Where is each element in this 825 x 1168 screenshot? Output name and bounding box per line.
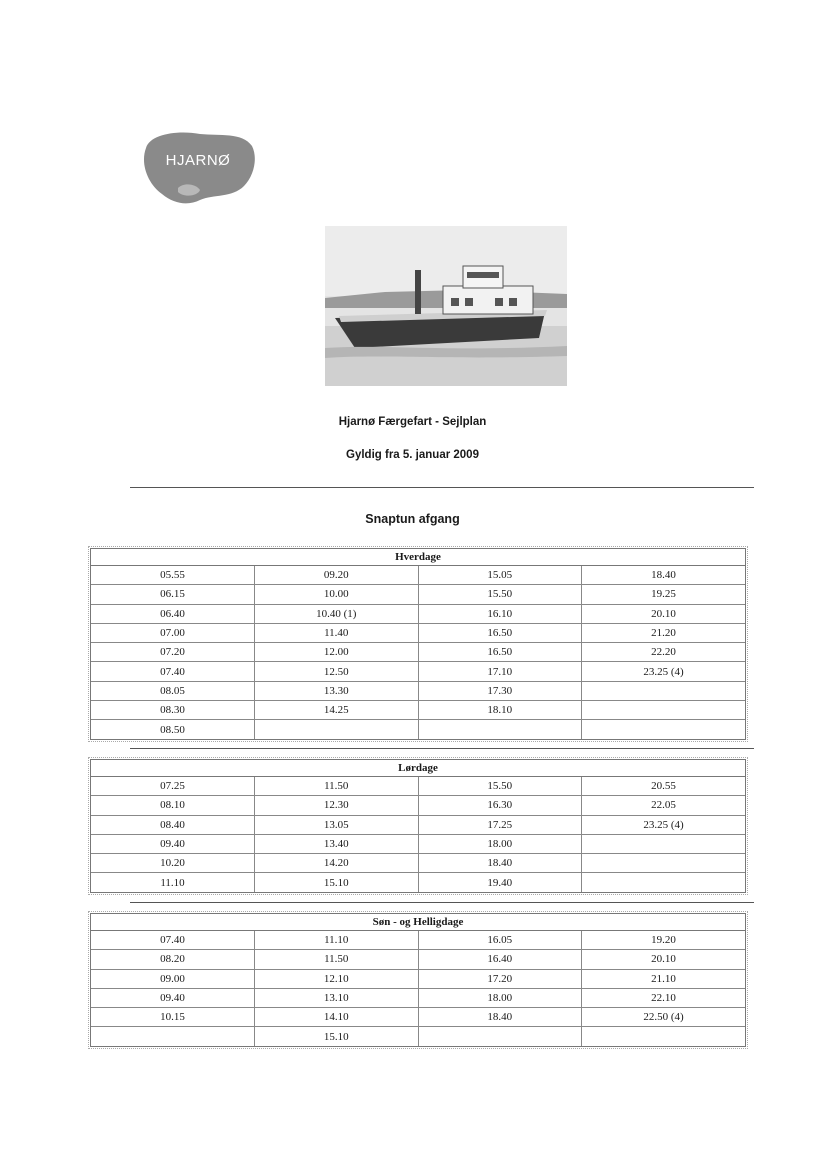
table-row (91, 834, 745, 853)
weekday-schedule (90, 548, 746, 740)
time-cell: 13.10 (255, 988, 419, 1007)
table-row (91, 701, 745, 720)
time-cell: 15.50 (418, 585, 582, 604)
time-cell: 16.40 (418, 950, 582, 969)
time-cell: 22.20 (582, 643, 746, 662)
time-cell: 11.50 (255, 950, 419, 969)
time-cell: 07.25 (91, 777, 255, 796)
time-cell: 12.30 (255, 796, 419, 815)
table-row (91, 950, 745, 969)
table-row (91, 662, 745, 681)
time-cell: 14.20 (255, 854, 419, 873)
time-cell: 21.20 (582, 623, 746, 642)
time-cell: 13.40 (255, 834, 419, 853)
island-shape-icon (138, 128, 258, 210)
sunday-heading: Søn - og Helligdage (91, 914, 745, 931)
time-cell: 09.40 (91, 988, 255, 1007)
time-cell: 12.10 (255, 969, 419, 988)
time-cell: 20.10 (582, 950, 746, 969)
divider (130, 487, 754, 488)
time-cell (582, 854, 746, 873)
table-row (91, 681, 745, 700)
table-row (91, 854, 745, 873)
time-cell: 21.10 (582, 969, 746, 988)
time-cell: 16.50 (418, 623, 582, 642)
time-cell: 18.00 (418, 834, 582, 853)
time-cell: 10.15 (91, 1008, 255, 1027)
divider (130, 748, 754, 749)
time-cell: 08.05 (91, 681, 255, 700)
ferry-photo (325, 226, 567, 386)
time-cell: 16.10 (418, 604, 582, 623)
saturday-schedule (90, 759, 746, 893)
time-cell (582, 834, 746, 853)
time-cell: 08.20 (91, 950, 255, 969)
time-cell (582, 701, 746, 720)
table-row (91, 777, 745, 796)
time-cell: 09.20 (255, 566, 419, 585)
table-row (91, 585, 745, 604)
table-row (91, 796, 745, 815)
time-cell: 10.20 (91, 854, 255, 873)
time-cell (582, 720, 746, 739)
time-cell: 23.25 (4) (582, 815, 746, 834)
time-cell (418, 720, 582, 739)
time-cell: 15.10 (255, 1027, 419, 1046)
time-cell: 18.40 (418, 854, 582, 873)
time-cell (255, 720, 419, 739)
time-cell: 19.40 (418, 873, 582, 892)
time-cell: 19.25 (582, 585, 746, 604)
time-cell: 06.40 (91, 604, 255, 623)
time-cell (582, 873, 746, 892)
time-cell (582, 681, 746, 700)
table-row (91, 988, 745, 1007)
time-cell: 09.00 (91, 969, 255, 988)
time-cell: 17.10 (418, 662, 582, 681)
time-cell (418, 1027, 582, 1046)
time-cell: 16.30 (418, 796, 582, 815)
time-cell: 18.00 (418, 988, 582, 1007)
time-cell: 14.10 (255, 1008, 419, 1027)
time-cell: 05.55 (91, 566, 255, 585)
valid-from: Gyldig fra 5. januar 2009 (346, 449, 479, 461)
time-cell: 09.40 (91, 834, 255, 853)
time-cell: 12.00 (255, 643, 419, 662)
table-row (91, 720, 745, 739)
section-heading: Snaptun afgang (365, 512, 460, 526)
table-row (91, 873, 745, 892)
table-row (91, 931, 745, 950)
time-cell: 15.50 (418, 777, 582, 796)
time-cell: 18.10 (418, 701, 582, 720)
time-cell (91, 1027, 255, 1046)
table-row (91, 969, 745, 988)
logo-text: HJARNØ (165, 152, 231, 169)
time-cell: 11.10 (255, 931, 419, 950)
time-cell: 22.10 (582, 988, 746, 1007)
time-cell: 20.55 (582, 777, 746, 796)
time-cell: 20.10 (582, 604, 746, 623)
time-cell: 22.05 (582, 796, 746, 815)
time-cell: 16.50 (418, 643, 582, 662)
table-row (91, 643, 745, 662)
time-cell: 07.20 (91, 643, 255, 662)
table-row (91, 566, 745, 585)
time-cell: 13.05 (255, 815, 419, 834)
time-cell: 17.30 (418, 681, 582, 700)
time-cell: 14.25 (255, 701, 419, 720)
time-cell: 13.30 (255, 681, 419, 700)
time-cell: 11.10 (91, 873, 255, 892)
time-cell: 17.25 (418, 815, 582, 834)
weekday-heading: Hverdage (91, 549, 745, 566)
time-cell: 15.05 (418, 566, 582, 585)
time-cell: 10.40 (1) (255, 604, 419, 623)
time-cell: 08.10 (91, 796, 255, 815)
time-cell: 17.20 (418, 969, 582, 988)
time-cell: 19.20 (582, 931, 746, 950)
time-cell: 08.40 (91, 815, 255, 834)
time-cell (582, 1027, 746, 1046)
table-row (91, 1027, 745, 1046)
time-cell: 23.25 (4) (582, 662, 746, 681)
table-row (91, 604, 745, 623)
time-cell: 07.40 (91, 931, 255, 950)
time-cell: 22.50 (4) (582, 1008, 746, 1027)
time-cell: 16.05 (418, 931, 582, 950)
time-cell: 11.50 (255, 777, 419, 796)
hjarno-logo (138, 128, 258, 210)
time-cell: 08.50 (91, 720, 255, 739)
time-cell: 07.40 (91, 662, 255, 681)
table-row (91, 815, 745, 834)
time-cell: 15.10 (255, 873, 419, 892)
table-row (91, 623, 745, 642)
time-cell: 12.50 (255, 662, 419, 681)
time-cell: 18.40 (418, 1008, 582, 1027)
sunday-holiday-schedule (90, 913, 746, 1047)
time-cell: 18.40 (582, 566, 746, 585)
time-cell: 08.30 (91, 701, 255, 720)
divider (130, 902, 754, 903)
saturday-heading: Lørdage (91, 760, 745, 777)
time-cell: 11.40 (255, 623, 419, 642)
time-cell: 06.15 (91, 585, 255, 604)
table-row (91, 1008, 745, 1027)
time-cell: 07.00 (91, 623, 255, 642)
time-cell: 10.00 (255, 585, 419, 604)
page-title: Hjarnø Færgefart - Sejlplan (338, 416, 487, 428)
